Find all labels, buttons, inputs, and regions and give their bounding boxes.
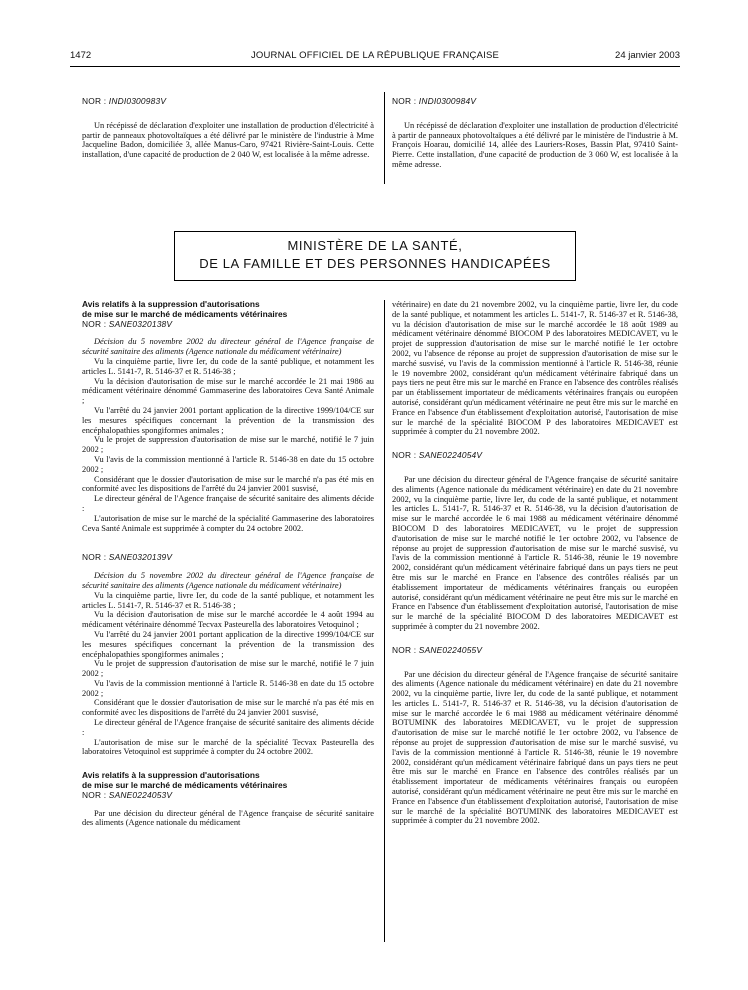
paragraph: Vu l'avis de la commission mentionné à l'article R. 5146-38 en date du 15 octobre 2002 ; <box>82 678 374 698</box>
paragraph: Vu l'arrêté du 24 janvier 2001 portant application de la directive 1999/104/CE sur les mesures spécifiques concernant la prévention de la transmission des encéphalopathies spongiformes animales ; <box>82 405 374 435</box>
paragraph: Considérant que le dossier d'autorisation de mise sur le marché n'a pas été mis en conformité avec les dispositions de l'arrêté du 24 janvier 2001 susvisé, <box>82 698 374 718</box>
nor-label: NOR : <box>82 96 107 106</box>
journal-title: JOURNAL OFFICIEL DE LA RÉPUBLIQUE FRANÇAISE <box>250 50 500 61</box>
page-number: 1472 <box>70 50 92 61</box>
paragraph: Par une décision du directeur général de l'Agence française de sécurité sanitaire des aliments (Agence nationale du médicament <box>82 808 374 828</box>
nor-line <box>82 791 374 801</box>
section-title: Avis relatifs à la suppression d'autorisations <box>82 299 260 309</box>
notice-text: Un récépissé de déclaration d'exploiter une installation de production d'électricité à partir de panneaux photovoltaïques a été délivré par le ministère de l'industrie à M. François Hoarau, domicilié 14, allée des Lauriers-Roses, Bassin Plat, 97410 Saint-Pierre. Cette installation, d'une capacité de production de 3 060 W, est localisée à la même adresse. <box>392 120 678 169</box>
section-title: Avis relatifs à la suppression d'autorisations <box>82 770 260 781</box>
paragraph: Par une décision du directeur général de l'Agence française de sécurité sanitaire des aliments (Agence nationale du médicament vétérinaire) en date du 21 novembre 2002, vu la cinquième partie, livre Ier, du code de la santé publique, et notamment les articles L. 5141-7, R. 5146-37 et R. 5146-38, vu la décision d'autorisation de mise sur le marché accordée le 6 mai 1988 au médicament vétérinaire dénommé BIOCOM D des laboratoires MEDICAVET, vu le projet de suppression d'autorisation de mise sur le marché notifié le 1er octobre 2002, vu l'absence de réponse au projet de suppression d'autorisation de mise sur le marché susvisé, vu l'avis de la commission mentionné à l'article R. 5146-38, réunie le 19 novembre 2002, considérant qu'un médicament vétérinaire fabriqué dans un pays tiers ne peut être mis sur le marché en France en l'absence des contrôles réalisés par un établissement importateur de médicaments vétérinaires français ou européen autorisé, considérant qu'un médicament vétérinaire ne peut être mis sur le marché en France en l'absence d'un établissement d'exploitation autorisé, l'autorisation de mise sur le marché de la spécialité BIOCOM D des laboratoires MEDICAVET est supprimée à compter du 21 novembre 2002. <box>392 474 678 631</box>
paragraph: Vu la décision d'autorisation de mise sur le marché accordée le 4 août 1994 au médicament vétérinaire dénommé Tecvax Pasteurella des laboratoires Vetoquinol ; <box>82 610 374 630</box>
nor-line <box>82 97 374 107</box>
notice-top-left <box>82 97 374 160</box>
nor-code: SANE0224054V <box>418 450 483 461</box>
left-column <box>82 300 374 828</box>
notice-text: Un récépissé de déclaration d'exploiter une installation de production d'électricité à partir de panneaux photovoltaïques a été délivré par le ministère de l'industrie à Mme Jacqueline Badon, domiciliée 3, allée Manus-Caro, 97421 Rivière-Saint-Louis. Cette installation, d'une capacité de production de 2 040 W, est localisée à la même adresse. <box>82 120 374 160</box>
nor-line <box>82 553 374 563</box>
section-title: de mise sur le marché de médicaments vétérinaires <box>82 308 288 319</box>
paragraph: Vu le projet de suppression d'autorisation de mise sur le marché, notifié le 7 juin 2002 ; <box>82 659 374 679</box>
header-rule <box>70 66 680 67</box>
paragraph: Le directeur général de l'Agence française de sécurité sanitaire des aliments décide : <box>82 494 374 513</box>
nor-label: NOR : <box>392 644 417 655</box>
nor-label: NOR : <box>392 96 417 106</box>
paragraph: Par une décision du directeur général de l'Agence française de sécurité sanitaire des aliments (Agence nationale du médicament vétérinaire) en date du 21 novembre 2002, vu la cinquième partie, livre Ier, du code de la santé publique, et notamment les articles L. 5141-7, R. 5146-37 et R. 5146-38, vu la décision d'autorisation de mise sur le marché accordée le 6 mai 1988 au médicament vétérinaire dénommé BOTUMINK des laboratoires MEDICAVET, vu le projet de suppression d'autorisation de mise sur le marché notifié le 1er octobre 2002, vu l'absence de réponse au projet de suppression d'autorisation de mise sur le marché susvisé, vu l'avis de la commission mentionné à l'article R. 5146-38, réunie le 19 novembre 2002, considérant qu'un médicament vétérinaire fabriqué dans un pays tiers ne peut être mis sur le marché en France en l'absence des contrôles réalisés par un établissement importateur de médicaments vétérinaires français ou européen autorisé, considérant qu'un médicament vétérinaire ne peut être mis sur le marché en France en l'absence d'un établissement d'exploitation autorisé, l'autorisation de mise sur le marché de la spécialité BOTUMINK des laboratoires MEDICAVET est supprimée à compter du 21 novembre 2002. <box>392 669 678 826</box>
nor-line <box>82 320 374 330</box>
column-divider <box>384 300 385 942</box>
paragraph: Vu le projet de suppression d'autorisation de mise sur le marché, notifié le 7 juin 2002 ; <box>82 435 374 455</box>
paragraph: Vu la décision d'autorisation de mise sur le marché accordée le 21 mai 1986 au médicament vétérinaire dénommé Gammaserine des laboratoires Ceva Santé Animale ; <box>82 376 374 406</box>
nor-line <box>392 97 678 107</box>
nor-label: NOR : <box>82 318 107 329</box>
paragraph: Considérant que le dossier d'autorisation de mise sur le marché n'a pas été mis en conformité avec les dispositions de l'arrêté du 24 janvier 2001 susvisé, <box>82 474 374 494</box>
decision-title: Décision du 5 novembre 2002 du directeur général de l'Agence française de sécurité sanitaire des aliments (Agence nationale du médicament vétérinaire) <box>82 337 374 357</box>
paragraph: Vu la cinquième partie, livre Ier, du code de la santé publique, et notamment les articles L. 5141-7, R. 5146-37 et R. 5146-38 ; <box>82 356 374 376</box>
column-divider-top <box>384 92 385 184</box>
issue-date: 24 janvier 2003 <box>615 50 680 61</box>
paragraph: L'autorisation de mise sur le marché de la spécialité Gammaserine des laboratoires Ceva Santé Animale est supprimée à compter du 24 octobre 2002. <box>82 513 374 533</box>
paragraph: Vu la cinquième partie, livre Ier, du code de la santé publique, et notamment les articles L. 5141-7, R. 5146-37 et R. 5146-38 ; <box>82 590 374 610</box>
nor-line <box>392 646 678 656</box>
nor-code: INDI0300984V <box>418 96 477 106</box>
nor-code: SANE0320138V <box>108 318 173 329</box>
nor-code: SANE0224053V <box>108 789 173 800</box>
paragraph: Le directeur général de l'Agence française de sécurité sanitaire des aliments décide : <box>82 718 374 737</box>
nor-label: NOR : <box>82 552 107 563</box>
paragraph: Vu l'arrêté du 24 janvier 2001 portant application de la directive 1999/104/CE sur les mesures spécifiques concernant la prévention de la transmission des encéphalopathies spongiformes animales ; <box>82 629 374 659</box>
paragraph: L'autorisation de mise sur le marché de la spécialité Tecvax Pasteurella des laboratoires Vetoquinol est supprimée à compter du 24 octobre 2002. <box>82 737 374 757</box>
nor-line <box>392 451 678 461</box>
paragraph: Vu l'avis de la commission mentionné à l'article R. 5146-38 en date du 15 octobre 2002 ; <box>82 454 374 474</box>
ministry-line-2: DE LA FAMILLE ET DES PERSONNES HANDICAPÉES <box>199 256 551 271</box>
decision-title: Décision du 5 novembre 2002 du directeur général de l'Agence française de sécurité sanitaire des aliments (Agence nationale du médicament vétérinaire) <box>82 571 374 590</box>
page-header <box>70 50 680 64</box>
ministry-line-1: MINISTÈRE DE LA SANTÉ, <box>287 238 463 253</box>
nor-code: SANE0320139V <box>108 552 173 563</box>
paragraph: vétérinaire) en date du 21 novembre 2002, vu la cinquième partie, livre Ier, du code de la santé publique, et notamment les articles L. 5141-7, R. 5146-37 et R. 5146-38, vu la décision d'autorisation de mise sur le marché accordée le 18 août 1989 au médicament vétérinaire dénommé BIOCOM P des laboratoires MEDICAVET, vu le projet de suppression d'autorisation de mise sur le marché notifié le 1er octobre 2002, vu l'absence de réponse au projet de suppression d'autorisation de mise sur le marché susvisé, vu l'avis de la commission mentionné à l'article R. 5146-38, réunie le 19 novembre 2002, considérant qu'un médicament vétérinaire fabriqué dans un pays tiers ne peut être mis sur le marché en France en l'absence des contrôles réalisés par un établissement importateur de médicaments vétérinaires français ou européen autorisé, considérant qu'un médicament vétérinaire ne peut être mis sur le marché en France en l'absence d'un établissement d'exploitation autorisé, l'autorisation de mise sur le marché de la spécialité BIOCOM P des laboratoires MEDICAVET est supprimée à compter du 21 novembre 2002. <box>392 300 678 437</box>
right-column <box>392 300 678 826</box>
section-title: de mise sur le marché de médicaments vétérinaires <box>82 780 288 791</box>
ministry-heading-box <box>174 231 576 281</box>
nor-label: NOR : <box>82 789 107 800</box>
nor-label: NOR : <box>392 450 417 461</box>
nor-code: SANE0224055V <box>418 644 483 655</box>
notice-top-right <box>392 97 678 170</box>
nor-code: INDI0300983V <box>108 96 167 106</box>
